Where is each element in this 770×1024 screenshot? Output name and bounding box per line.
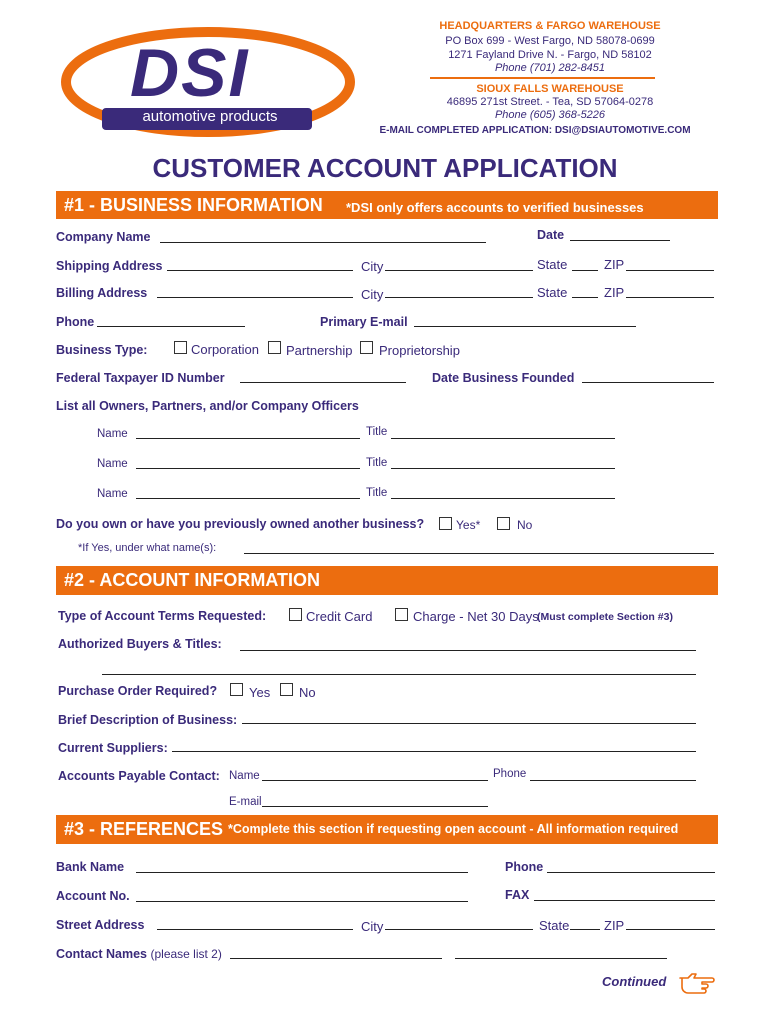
po-required-label: Purchase Order Required? <box>58 684 218 698</box>
previous-business-yes-label: Yes* <box>456 518 481 532</box>
po-yes-label: Yes <box>249 685 271 700</box>
date-founded-field[interactable] <box>582 382 714 383</box>
bank-state-field[interactable] <box>570 929 600 930</box>
previous-business-question: Do you own or have you previously owned another business? <box>56 517 425 531</box>
terms-label: Type of Account Terms Requested: <box>58 609 267 623</box>
taxpayer-id-label: Federal Taxpayer ID Number <box>56 371 225 385</box>
owner-2-title-label: Title <box>366 457 388 469</box>
business-description-label: Brief Description of Business: <box>58 713 238 727</box>
company-logo <box>60 18 360 138</box>
business-type-label: Business Type: <box>56 343 148 357</box>
ap-phone-label: Phone <box>493 768 527 780</box>
proprietorship-label: Proprietorship <box>379 343 460 358</box>
partnership-label: Partnership <box>286 343 353 358</box>
continued-label: Continued <box>602 974 667 989</box>
section1-title: #1 - BUSINESS INFORMATION <box>64 195 323 215</box>
previous-business-no-checkbox[interactable] <box>497 517 510 530</box>
hq-address-2: 1271 Fayland Drive N. - Fargo, ND 58102 <box>448 49 652 61</box>
hq-address-1: PO Box 699 - West Fargo, ND 58078-0699 <box>445 35 655 47</box>
current-suppliers-label: Current Suppliers: <box>58 741 168 755</box>
authorized-buyers-field-1[interactable] <box>240 650 696 651</box>
shipping-state-label: State <box>537 257 568 272</box>
charge-note: (Must complete Section #3) <box>537 611 673 623</box>
previous-business-names-field[interactable] <box>244 553 714 554</box>
ap-name-label: Name <box>229 770 260 782</box>
logo-brand: DSI <box>130 35 250 111</box>
charge-label: Charge - Net 30 Days <box>413 609 539 624</box>
owner-1-title-label: Title <box>366 426 388 438</box>
owner-1-name-label: Name <box>97 428 128 440</box>
po-no-checkbox[interactable] <box>280 683 293 696</box>
date-label: Date <box>537 228 565 242</box>
owner-2-title-field[interactable] <box>391 468 615 469</box>
bank-name-field[interactable] <box>136 872 468 873</box>
date-founded-label: Date Business Founded <box>432 371 575 385</box>
authorized-buyers-field-2[interactable] <box>102 674 696 675</box>
shipping-city-label: City <box>361 259 384 274</box>
billing-address-field[interactable] <box>157 297 353 298</box>
header-divider <box>430 77 655 79</box>
billing-state-label: State <box>537 285 568 300</box>
bank-street-label: Street Address <box>56 918 145 932</box>
section1-header <box>56 191 718 219</box>
corporation-label: Corporation <box>191 342 259 357</box>
billing-city-field[interactable] <box>385 297 533 298</box>
date-field[interactable] <box>570 240 670 241</box>
shipping-city-field[interactable] <box>385 270 533 271</box>
email-instructions: E-MAIL COMPLETED APPLICATION: DSI@DSIAUTOMOTIVE.COM <box>379 125 691 136</box>
shipping-state-field[interactable] <box>572 270 598 271</box>
bank-zip-label: ZIP <box>604 918 625 933</box>
bank-city-label: City <box>361 919 384 934</box>
hq-phone: Phone (701) 282-8451 <box>494 62 606 74</box>
owner-2-name-field[interactable] <box>136 468 360 469</box>
hq-title: HEADQUARTERS & FARGO WAREHOUSE <box>439 20 661 32</box>
fax-field[interactable] <box>534 900 715 901</box>
contact-name-1-field[interactable] <box>230 958 442 959</box>
authorized-buyers-label: Authorized Buyers & Titles: <box>58 637 222 651</box>
charge-checkbox[interactable] <box>395 608 408 621</box>
pointing-hand-icon <box>678 972 716 999</box>
bank-phone-field[interactable] <box>547 872 715 873</box>
bank-street-field[interactable] <box>157 929 353 930</box>
section1-note: *DSI only offers accounts to verified businesses <box>346 200 644 215</box>
page-title: CUSTOMER ACCOUNT APPLICATION <box>152 153 618 183</box>
billing-address-label: Billing Address <box>56 286 148 300</box>
billing-zip-label: ZIP <box>604 285 625 300</box>
account-no-label: Account No. <box>56 889 130 903</box>
credit-card-checkbox[interactable] <box>289 608 302 621</box>
contact-names-hint: (please list 2) <box>150 947 222 961</box>
partnership-checkbox[interactable] <box>268 341 281 354</box>
sf-address: 46895 271st Street. - Tea, SD 57064-0278 <box>446 96 654 108</box>
bank-phone-label: Phone <box>505 860 544 874</box>
primary-email-label: Primary E-mail <box>320 315 408 329</box>
owner-3-name-label: Name <box>97 488 128 500</box>
billing-state-field[interactable] <box>572 297 598 298</box>
shipping-zip-field[interactable] <box>626 270 714 271</box>
bank-city-field[interactable] <box>385 929 533 930</box>
phone-label: Phone <box>56 315 95 329</box>
bank-zip-field[interactable] <box>626 929 715 930</box>
shipping-address-field[interactable] <box>167 270 353 271</box>
current-suppliers-field[interactable] <box>172 751 696 752</box>
previous-business-yes-checkbox[interactable] <box>439 517 452 530</box>
section3-note: *Complete this section if requesting open account - All information required <box>228 822 679 836</box>
section3-title: #3 - REFERENCES <box>64 819 224 839</box>
company-name-label: Company Name <box>56 230 151 244</box>
sf-title: SIOUX FALLS WAREHOUSE <box>476 83 624 95</box>
bank-state-label: State <box>539 918 570 933</box>
ap-phone-field[interactable] <box>530 780 696 781</box>
contact-name-2-field[interactable] <box>455 958 667 959</box>
primary-email-field[interactable] <box>414 326 636 327</box>
if-yes-label: *If Yes, under what name(s): <box>78 542 217 554</box>
account-no-field[interactable] <box>136 901 468 902</box>
section2-title: #2 - ACCOUNT INFORMATION <box>64 570 320 590</box>
proprietorship-checkbox[interactable] <box>360 341 373 354</box>
sf-phone: Phone (605) 368-5226 <box>494 109 606 121</box>
shipping-address-label: Shipping Address <box>56 259 163 273</box>
ap-email-label: E-mail <box>229 796 262 808</box>
bank-name-label: Bank Name <box>56 860 125 874</box>
contact-names-row <box>56 947 222 961</box>
shipping-zip-label: ZIP <box>604 257 625 272</box>
owner-3-title-label: Title <box>366 487 388 499</box>
fax-label: FAX <box>505 888 530 902</box>
billing-zip-field[interactable] <box>626 297 714 298</box>
po-no-label: No <box>299 685 316 700</box>
taxpayer-id-field[interactable] <box>240 382 406 383</box>
ap-email-field[interactable] <box>262 806 488 807</box>
credit-card-label: Credit Card <box>306 609 373 624</box>
business-description-field[interactable] <box>242 723 696 724</box>
previous-business-no-label: No <box>517 518 533 532</box>
contact-names-label: Contact Names <box>56 947 147 961</box>
company-name-field[interactable] <box>160 242 486 243</box>
ap-name-field[interactable] <box>262 780 488 781</box>
ap-contact-label: Accounts Payable Contact: <box>58 769 220 783</box>
owner-2-name-label: Name <box>97 458 128 470</box>
phone-field[interactable] <box>97 326 245 327</box>
owners-heading: List all Owners, Partners, and/or Company Officers <box>56 399 359 413</box>
section2-header <box>56 566 718 595</box>
billing-city-label: City <box>361 287 384 302</box>
owner-1-title-field[interactable] <box>391 438 615 439</box>
owner-1-name-field[interactable] <box>136 438 360 439</box>
corporation-checkbox[interactable] <box>174 341 187 354</box>
logo-tagline: automotive products <box>142 108 278 125</box>
section3-header <box>56 815 718 844</box>
owner-3-name-field[interactable] <box>136 498 360 499</box>
owner-3-title-field[interactable] <box>391 498 615 499</box>
po-yes-checkbox[interactable] <box>230 683 243 696</box>
